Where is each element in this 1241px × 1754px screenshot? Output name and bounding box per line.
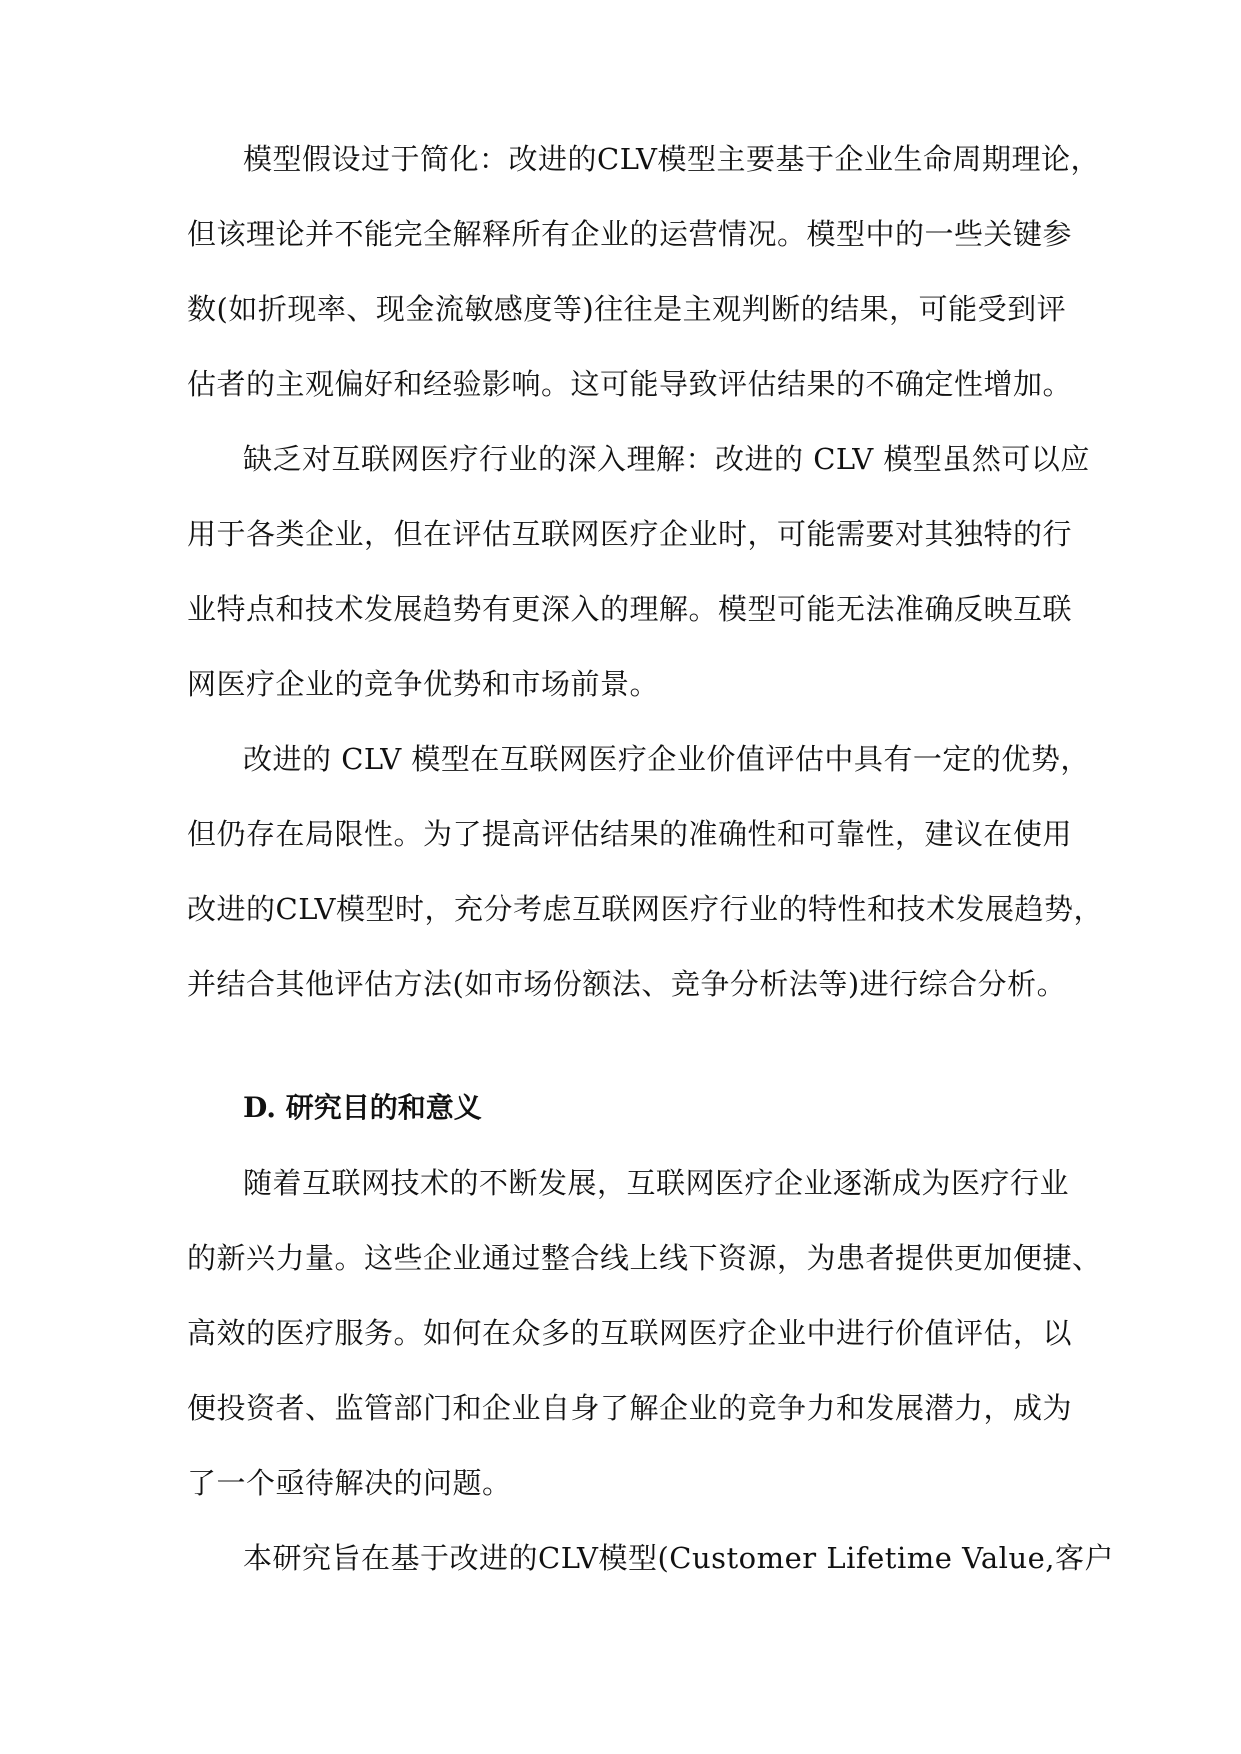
text-line: 网医疗企业的竞争优势和市场前景。 [187, 667, 660, 701]
text-line: 便投资者、监管部门和企业自身了解企业的竞争力和发展潜力，成为 [187, 1391, 1073, 1425]
text-line: 但该理论并不能完全解释所有企业的运营情况。模型中的一些关键参 [187, 217, 1073, 251]
text-line: 业特点和技术发展趋势有更深入的理解。模型可能无法准确反映互联 [187, 592, 1073, 626]
text-line: 了一个亟待解决的问题。 [187, 1466, 512, 1500]
text-line: 估者的主观偏好和经验影响。这可能导致评估结果的不确定性增加。 [187, 367, 1073, 401]
text-line: 改进的CLV模型时，充分考虑互联网医疗行业的特性和技术发展趋势， [187, 892, 1103, 926]
text-line: 缺乏对互联网医疗行业的深入理解：改进的 CLV 模型虽然可以应 [243, 442, 1090, 476]
text-line: 并结合其他评估方法(如市场份额法、竞争分析法等)进行综合分析。 [187, 967, 1067, 1001]
text-line: 本研究旨在基于改进的CLV模型(Customer Lifetime Value,客户 [243, 1541, 1115, 1575]
text-line: 高效的医疗服务。如何在众多的互联网医疗企业中进行价值评估，以 [187, 1316, 1073, 1350]
text-line: 模型假设过于简化：改进的CLV模型主要基于企业生命周期理论， [243, 142, 1100, 176]
text-line: 的新兴力量。这些企业通过整合线上线下资源，为患者提供更加便捷、 [187, 1241, 1102, 1275]
text-line: 但仍存在局限性。为了提高评估结果的准确性和可靠性，建议在使用 [187, 817, 1073, 851]
text-line: 改进的 CLV 模型在互联网医疗企业价值评估中具有一定的优势， [243, 742, 1090, 776]
text-line: 随着互联网技术的不断发展，互联网医疗企业逐渐成为医疗行业 [243, 1166, 1070, 1200]
text-line: 数(如折现率、现金流敏感度等)往往是主观判断的结果，可能受到评 [187, 292, 1067, 326]
section-heading: D. 研究目的和意义 [243, 1091, 482, 1124]
text-line: 用于各类企业，但在评估互联网医疗企业时，可能需要对其独特的行 [187, 517, 1073, 551]
